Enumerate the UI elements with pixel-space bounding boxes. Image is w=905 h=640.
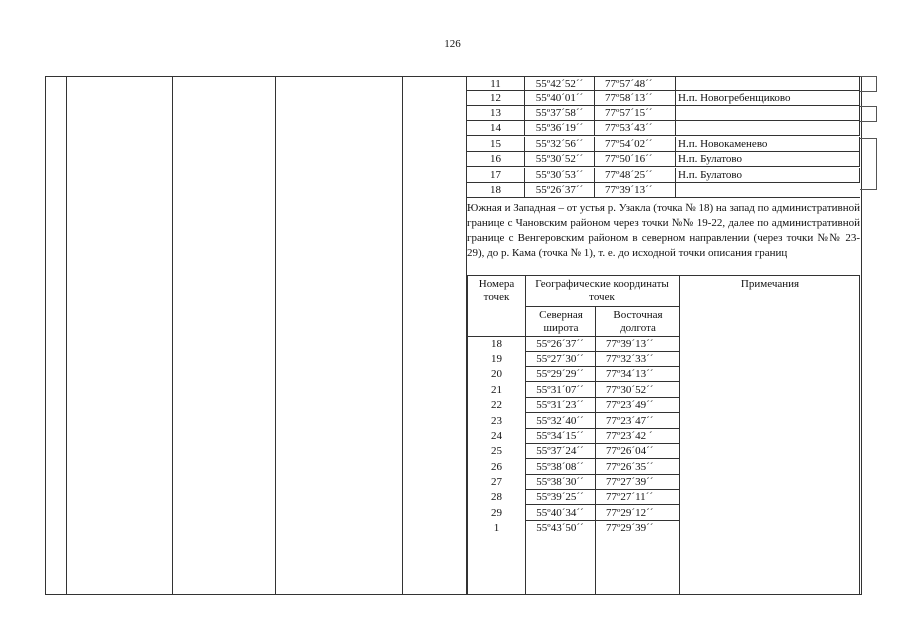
note (676, 77, 860, 90)
table-row (468, 352, 680, 367)
longitude: 77º48´25´´ (595, 168, 676, 182)
latitude: 55º31´23´´ (536, 399, 584, 411)
point-number: 23 (491, 415, 502, 427)
longitude: 77º23´42 ´ (606, 430, 653, 442)
table-row (467, 137, 860, 152)
table-stub (860, 76, 877, 92)
note (676, 183, 860, 197)
header-east-longitude: Восточная долгота (613, 309, 663, 334)
table-row (467, 91, 860, 106)
table-row (467, 76, 860, 91)
longitude: 77º27´39´´ (606, 476, 654, 488)
latitude: 55º26´37´´ (525, 183, 595, 197)
table-row (468, 475, 680, 490)
latitude: 55º29´29´´ (536, 368, 584, 380)
point-number: 19 (491, 353, 502, 365)
point-number: 13 (467, 106, 525, 120)
note: Н.п. Новогребенщиково (676, 91, 860, 105)
note: Н.п. Булатово (676, 168, 860, 182)
longitude: 77º50´16´´ (595, 152, 676, 166)
longitude: 77º53´43´´ (595, 121, 676, 135)
header-point-numbers: Номера точек (478, 278, 515, 303)
point-number: 26 (491, 461, 502, 473)
point-number: 18 (491, 338, 502, 350)
column-divider (402, 76, 403, 595)
boundary-description (467, 201, 860, 261)
table-row (468, 460, 680, 475)
longitude: 77º30´52´´ (606, 384, 654, 396)
longitude: 77º27´11´´ (606, 491, 653, 503)
point-number: 12 (467, 91, 525, 105)
note: Н.п. Новокаменево (676, 137, 860, 151)
longitude: 77º57´15´´ (595, 106, 676, 120)
latitude: 55º30´53´´ (525, 168, 595, 182)
latitude: 55º38´30´´ (536, 476, 584, 488)
longitude: 77º39´13´´ (606, 338, 654, 350)
latitude: 55º42´52´´ (525, 77, 595, 90)
column-divider (66, 76, 67, 595)
latitude: 55º38´08´´ (536, 461, 584, 473)
point-number: 17 (467, 168, 525, 182)
header-geo-coordinates: Географические координаты точек (535, 278, 669, 303)
header-notes: Примечания (740, 278, 800, 290)
latitude: 55º43´50´´ (536, 522, 584, 534)
column-divider (275, 76, 276, 595)
longitude: 77º26´35´´ (606, 461, 654, 473)
point-number: 28 (491, 491, 502, 503)
point-number: 18 (467, 183, 525, 197)
table-stub (860, 106, 877, 122)
note (676, 121, 860, 135)
table-row (467, 168, 860, 183)
point-number: 22 (491, 399, 502, 411)
page-number: 126 (444, 38, 461, 50)
longitude: 77º34´13´´ (606, 368, 654, 380)
header-north-latitude: Северная широта (539, 309, 583, 334)
point-number: 29 (491, 507, 502, 519)
table-row (467, 183, 860, 198)
longitude: 77º39´13´´ (595, 183, 676, 197)
latitude: 55º34´15´´ (536, 430, 584, 442)
table-row (467, 152, 860, 167)
note (676, 106, 860, 120)
longitude: 77º29´39´´ (606, 522, 654, 534)
note: Н.п. Булатово (676, 152, 860, 166)
longitude: 77º26´04´´ (606, 445, 654, 457)
longitude: 77º57´48´´ (595, 77, 676, 90)
table-row (468, 444, 680, 459)
table-row (468, 429, 680, 444)
table-stub (860, 138, 877, 190)
longitude: 77º29´12´´ (606, 507, 654, 519)
column-divider (172, 76, 173, 595)
longitude: 77º23´47´´ (606, 415, 654, 427)
point-number: 20 (491, 368, 502, 380)
point-number: 1 (493, 522, 500, 534)
table-row (468, 367, 680, 382)
longitude: 77º54´02´´ (595, 137, 676, 151)
latitude: 55º40´01´´ (525, 91, 595, 105)
bottom-coordinates-table (467, 275, 860, 595)
latitude: 55º36´19´´ (525, 121, 595, 135)
latitude: 55º32´56´´ (525, 137, 595, 151)
table-row (468, 490, 680, 505)
latitude: 55º37´24´´ (536, 445, 584, 457)
table-row (467, 106, 860, 121)
latitude: 55º27´30´´ (536, 353, 584, 365)
table-row (467, 121, 860, 136)
point-number: 11 (467, 77, 525, 90)
table-row (468, 383, 680, 398)
point-number: 14 (467, 121, 525, 135)
table-row (468, 414, 680, 429)
table-row (468, 521, 680, 536)
latitude: 55º39´25´´ (536, 491, 584, 503)
point-number: 21 (491, 384, 502, 396)
longitude: 77º58´13´´ (595, 91, 676, 105)
longitude: 77º32´33´´ (606, 353, 654, 365)
latitude: 55º37´58´´ (525, 106, 595, 120)
latitude: 55º32´40´´ (536, 415, 584, 427)
point-number: 15 (467, 137, 525, 151)
table-row (468, 337, 680, 352)
description-text: Южная и Западная – от устья р. Узакла (точка № 18) на запад по административной границе с Чановским районом через точки №№ 19-22, далее по административной границе с Венгеровским районом в северном направлении (через точки №№ 23-29), до р. Кама (точка № 1), т. е. до исходной точки описания границ (467, 202, 860, 259)
latitude: 55º31´07´´ (536, 384, 584, 396)
point-number: 24 (491, 430, 502, 442)
table-row (468, 398, 680, 413)
latitude: 55º26´37´´ (536, 338, 584, 350)
point-number: 25 (491, 445, 502, 457)
table-row (468, 506, 680, 521)
point-number: 16 (467, 152, 525, 166)
longitude: 77º23´49´´ (606, 399, 654, 411)
latitude: 55º30´52´´ (525, 152, 595, 166)
latitude: 55º40´34´´ (536, 507, 584, 519)
header-divider (525, 306, 679, 307)
point-number: 27 (491, 476, 502, 488)
